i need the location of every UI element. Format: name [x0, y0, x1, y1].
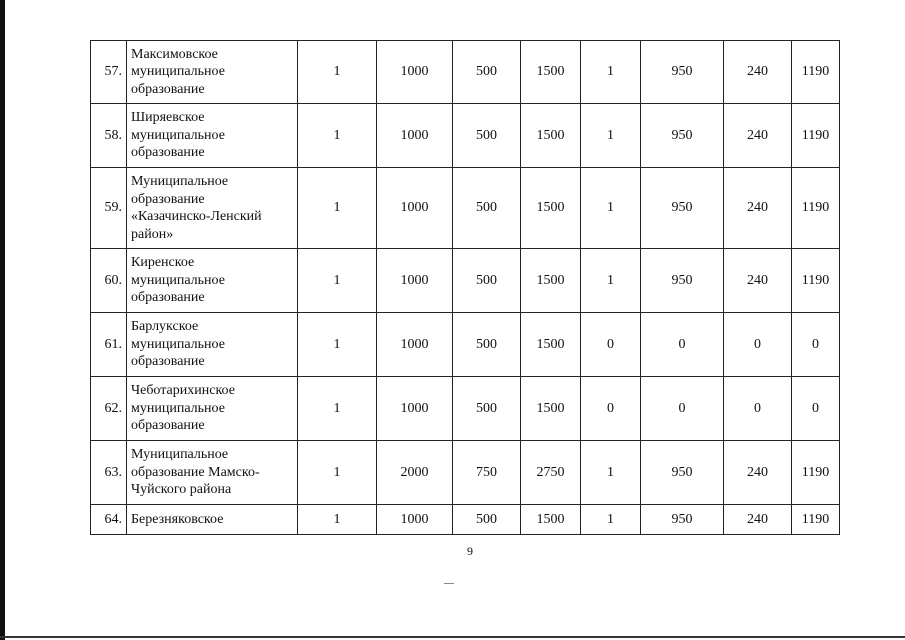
cell-c7: 240 — [724, 505, 792, 535]
cell-c6: 950 — [641, 104, 724, 168]
row-number: 57. — [91, 41, 127, 104]
cell-c4: 1500 — [521, 313, 581, 377]
row-number: 63. — [91, 441, 127, 505]
cell-c8: 1190 — [792, 104, 840, 168]
cell-c6: 0 — [641, 313, 724, 377]
cell-c7: 240 — [724, 104, 792, 168]
cell-c2: 2000 — [377, 441, 453, 505]
cell-c5: 0 — [581, 313, 641, 377]
cell-c2: 1000 — [377, 313, 453, 377]
cell-c7: 0 — [724, 377, 792, 441]
cell-c2: 1000 — [377, 505, 453, 535]
cell-c4: 1500 — [521, 41, 581, 104]
cell-c5: 1 — [581, 441, 641, 505]
row-number: 62. — [91, 377, 127, 441]
scan-bottom-edge — [0, 636, 905, 638]
cell-c8: 1190 — [792, 441, 840, 505]
cell-c5: 1 — [581, 41, 641, 104]
cell-c8: 1190 — [792, 168, 840, 249]
cell-c3: 500 — [453, 104, 521, 168]
cell-c3: 500 — [453, 505, 521, 535]
municipality-name: Барлукское муниципальное образование — [127, 313, 298, 377]
cell-c7: 0 — [724, 313, 792, 377]
municipality-name: Березняковское — [127, 505, 298, 535]
cell-c5: 1 — [581, 168, 641, 249]
cell-c7: 240 — [724, 249, 792, 313]
cell-c5: 1 — [581, 505, 641, 535]
row-number: 58. — [91, 104, 127, 168]
row-number: 60. — [91, 249, 127, 313]
table-row — [91, 313, 840, 377]
cell-c3: 500 — [453, 168, 521, 249]
cell-c6: 950 — [641, 168, 724, 249]
cell-c1: 1 — [298, 377, 377, 441]
cell-c3: 500 — [453, 377, 521, 441]
cell-c5: 1 — [581, 104, 641, 168]
cell-c8: 1190 — [792, 41, 840, 104]
row-number: 59. — [91, 168, 127, 249]
table-row — [91, 377, 840, 441]
cell-c2: 1000 — [377, 168, 453, 249]
data-table — [90, 40, 840, 535]
cell-c1: 1 — [298, 168, 377, 249]
cell-c1: 1 — [298, 441, 377, 505]
cell-c6: 950 — [641, 41, 724, 104]
cell-c6: 950 — [641, 441, 724, 505]
cell-c1: 1 — [298, 104, 377, 168]
cell-c3: 500 — [453, 249, 521, 313]
table-row — [91, 441, 840, 505]
cell-c5: 0 — [581, 377, 641, 441]
cell-c6: 950 — [641, 249, 724, 313]
table-row — [91, 104, 840, 168]
cell-c6: 0 — [641, 377, 724, 441]
cell-c1: 1 — [298, 313, 377, 377]
cell-c4: 1500 — [521, 377, 581, 441]
cell-c1: 1 — [298, 249, 377, 313]
cell-c7: 240 — [724, 168, 792, 249]
table-row — [91, 41, 840, 104]
cell-c3: 750 — [453, 441, 521, 505]
page-number: 9 — [467, 544, 473, 558]
cell-c3: 500 — [453, 41, 521, 104]
municipality-name: Ширяевское муниципальное образование — [127, 104, 298, 168]
table-row — [91, 249, 840, 313]
table-row — [91, 168, 840, 249]
row-number: 61. — [91, 313, 127, 377]
cell-c8: 0 — [792, 313, 840, 377]
scan-mark — [444, 583, 454, 584]
municipality-name: Муниципальное образование «Казачинско-Ленский район» — [127, 168, 298, 249]
cell-c2: 1000 — [377, 249, 453, 313]
cell-c6: 950 — [641, 505, 724, 535]
cell-c4: 1500 — [521, 104, 581, 168]
cell-c2: 1000 — [377, 377, 453, 441]
cell-c4: 1500 — [521, 249, 581, 313]
cell-c7: 240 — [724, 41, 792, 104]
municipality-name: Муниципальное образование Мамско- Чуйского района — [127, 441, 298, 505]
table-row — [91, 505, 840, 535]
cell-c2: 1000 — [377, 41, 453, 104]
cell-c3: 500 — [453, 313, 521, 377]
municipality-name: Чеботарихинское муниципальное образование — [127, 377, 298, 441]
cell-c8: 0 — [792, 377, 840, 441]
cell-c8: 1190 — [792, 505, 840, 535]
cell-c2: 1000 — [377, 104, 453, 168]
cell-c5: 1 — [581, 249, 641, 313]
cell-c4: 1500 — [521, 168, 581, 249]
cell-c7: 240 — [724, 441, 792, 505]
municipality-name: Киренское муниципальное образование — [127, 249, 298, 313]
municipality-name: Максимовское муниципальное образование — [127, 41, 298, 104]
cell-c4: 1500 — [521, 505, 581, 535]
cell-c1: 1 — [298, 41, 377, 104]
row-number: 64. — [91, 505, 127, 535]
cell-c8: 1190 — [792, 249, 840, 313]
cell-c4: 2750 — [521, 441, 581, 505]
cell-c1: 1 — [298, 505, 377, 535]
scan-left-edge — [0, 0, 5, 640]
